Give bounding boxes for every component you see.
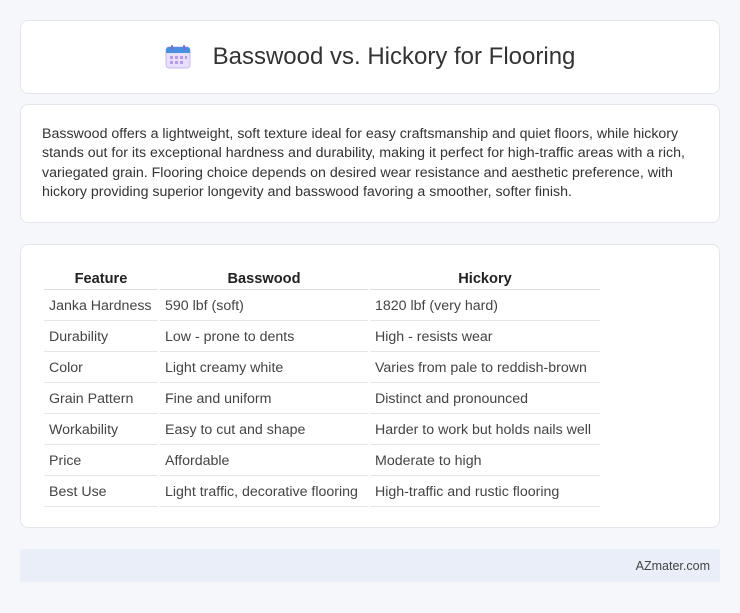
footer-brand: AZmater.com: [635, 558, 710, 573]
header-hickory: Hickory: [370, 267, 600, 290]
row-hickory: High-traffic and rustic flooring: [370, 478, 600, 507]
row-basswood: Light creamy white: [160, 354, 368, 383]
table-row: [44, 323, 600, 352]
row-feature: Durability: [44, 323, 158, 352]
comparison-table-card: [20, 244, 720, 528]
row-basswood: Low - prone to dents: [160, 323, 368, 352]
row-hickory: High - resists wear: [370, 323, 600, 352]
table-row: [44, 478, 600, 507]
table-row: [44, 447, 600, 476]
row-hickory: 1820 lbf (very hard): [370, 292, 600, 321]
row-basswood: Light traffic, decorative flooring: [160, 478, 368, 507]
row-basswood: Affordable: [160, 447, 368, 476]
row-hickory: Moderate to high: [370, 447, 600, 476]
page-title: Basswood vs. Hickory for Flooring: [212, 43, 576, 70]
row-basswood: 590 lbf (soft): [160, 292, 368, 321]
row-feature: Janka Hardness: [44, 292, 158, 321]
row-basswood: Fine and uniform: [160, 385, 368, 414]
row-feature: Best Use: [44, 478, 158, 507]
calendar-icon: [165, 45, 191, 69]
row-feature: Color: [44, 354, 158, 383]
row-hickory: Varies from pale to reddish-brown: [370, 354, 600, 383]
comparison-table: [42, 265, 602, 509]
description-text: Basswood offers a lightweight, soft texture ideal for easy craftsmanship and quiet floors, while hickory stands out for its exceptional hardness and durability, making it perfect for high-traffic areas with a rich, variegated grain. Flooring choice depends on desired wear resistance and aesthetic preference, with hickory providing superior longevity and basswood favoring a smoother, softer finish.: [42, 126, 685, 201]
row-feature: Grain Pattern: [44, 385, 158, 414]
table-row: [44, 385, 600, 414]
row-hickory: Distinct and pronounced: [370, 385, 600, 414]
table-row: [44, 416, 600, 445]
table-header-row: [44, 267, 600, 290]
row-hickory: Harder to work but holds nails well: [370, 416, 600, 445]
row-feature: Price: [44, 447, 158, 476]
table-row: [44, 292, 600, 321]
table-row: [44, 354, 600, 383]
row-basswood: Easy to cut and shape: [160, 416, 368, 445]
description-card: [20, 104, 720, 223]
title-card: [20, 20, 720, 94]
header-feature: Feature: [44, 267, 158, 290]
footer-bar: [20, 549, 720, 582]
row-feature: Workability: [44, 416, 158, 445]
header-basswood: Basswood: [160, 267, 368, 290]
